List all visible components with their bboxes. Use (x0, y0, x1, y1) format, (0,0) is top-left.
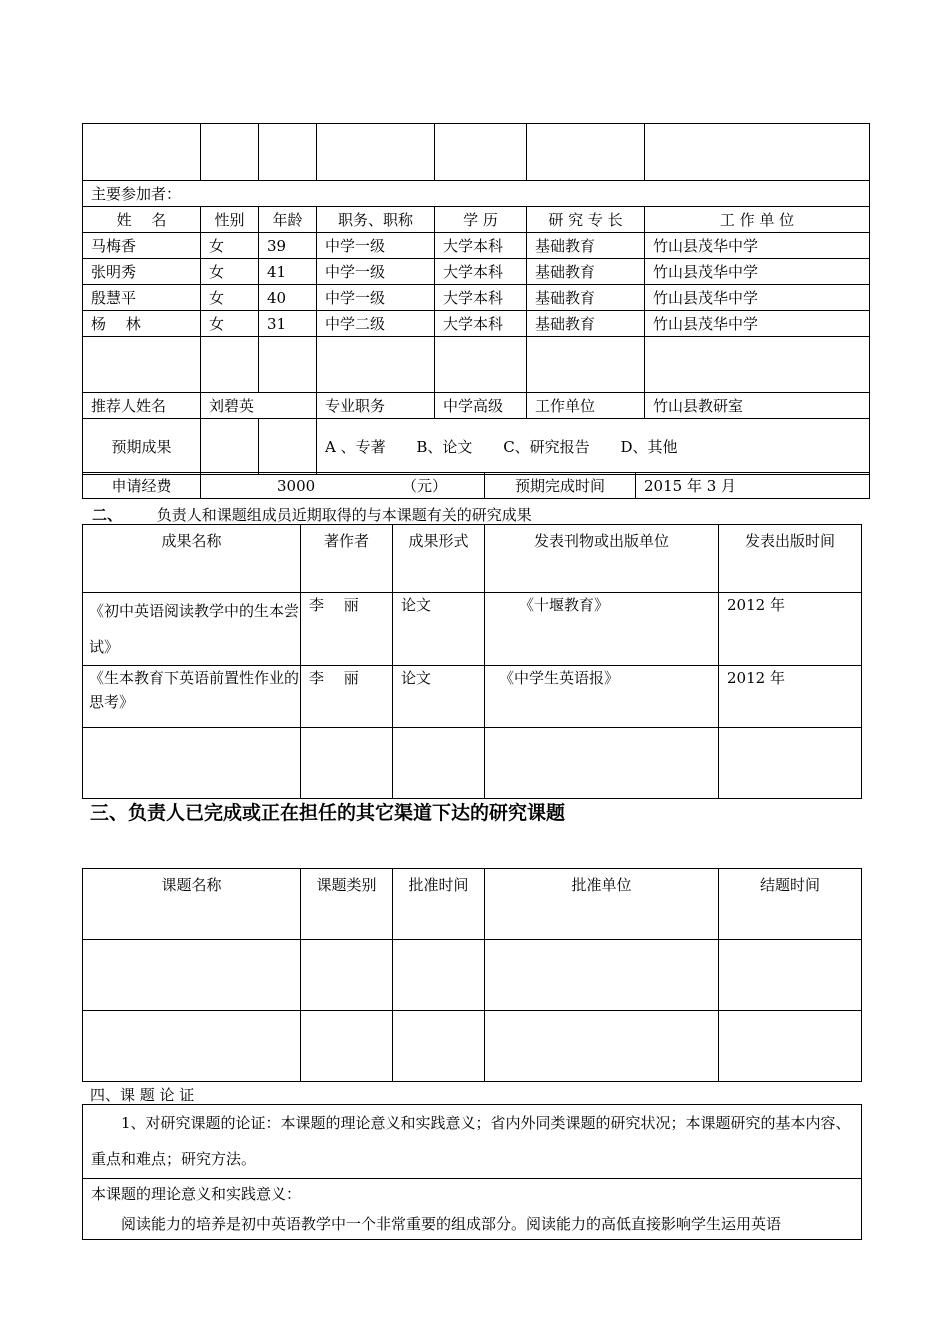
member-row (83, 285, 870, 311)
professional-title-value: 中学高级 (435, 393, 527, 419)
section2-title: 负责人和课题组成员近期取得的与本课题有关的研究成果 (156, 506, 532, 524)
option-research-report: C、研究报告 (503, 437, 590, 456)
recommender-label: 推荐人姓名 (83, 393, 201, 419)
member-name: 殷慧平 (83, 285, 201, 311)
member-unit: 竹山县茂华中学 (645, 233, 870, 259)
member-age: 31 (259, 311, 317, 337)
achievement-row (83, 666, 862, 728)
section2-number: 二、 (92, 506, 123, 524)
completion-value: 2015 年 3 月 (636, 473, 870, 499)
recommender-row (83, 393, 870, 419)
project-empty-row (83, 1011, 862, 1082)
project-empty-row (83, 940, 862, 1011)
header-age: 年龄 (259, 207, 317, 233)
argument-table (82, 1104, 862, 1240)
main-participants-label: 主要参加者： (83, 181, 870, 207)
achievement-row (83, 593, 862, 666)
header-result-form: 成果形式 (393, 525, 485, 593)
member-title: 中学一级 (317, 233, 435, 259)
argument-subheading: 本课题的理论意义和实践意义： (91, 1185, 302, 1203)
completion-label: 预期完成时间 (485, 473, 636, 499)
member-unit: 竹山县茂华中学 (645, 259, 870, 285)
empty-member-row (83, 337, 870, 393)
member-unit: 竹山县茂华中学 (645, 311, 870, 337)
argument-body (83, 1179, 862, 1240)
header-project-category: 课题类别 (301, 869, 393, 940)
argument-intro: 1、对研究课题的论证：本课题的理论意义和实践意义；省内外同类课题的研究状况；本课题研究的基本内容、重点和难点；研究方法。 (83, 1105, 862, 1179)
funding-table (82, 472, 870, 499)
member-age: 39 (259, 233, 317, 259)
achievements-header-row (83, 525, 862, 593)
result-time: 2012 年 (719, 593, 862, 666)
header-title: 职务、职称 (317, 207, 435, 233)
empty-row (83, 124, 870, 181)
member-gender: 女 (201, 285, 259, 311)
member-education: 大学本科 (435, 285, 527, 311)
member-title: 中学一级 (317, 259, 435, 285)
member-gender: 女 (201, 311, 259, 337)
member-name: 张明秀 (83, 259, 201, 285)
header-gender: 性别 (201, 207, 259, 233)
result-form: 论文 (393, 593, 485, 666)
result-form: 论文 (393, 666, 485, 728)
section4-title: 四、课 题 论 证 (90, 1086, 195, 1104)
achievement-empty-row (83, 728, 862, 799)
header-result-name: 成果名称 (83, 525, 301, 593)
member-specialty: 基础教育 (527, 233, 645, 259)
result-publisher: 《中学生英语报》 (485, 666, 719, 728)
header-publish-time: 发表出版时间 (719, 525, 862, 593)
member-unit: 竹山县茂华中学 (645, 285, 870, 311)
result-author: 李 丽 (301, 666, 393, 728)
section3-title: 三、负责人已完成或正在担任的其它渠道下达的研究课题 (90, 802, 566, 824)
argument-paragraph: 阅读能力的培养是初中英语教学中一个非常重要的组成部分。阅读能力的高低直接影响学生运用英语 (121, 1215, 782, 1233)
funding-unit: （元） (401, 476, 447, 495)
expected-results-row (83, 419, 870, 475)
member-name: 杨 林 (83, 311, 201, 337)
header-author: 著作者 (301, 525, 393, 593)
header-approval-time: 批准时间 (393, 869, 485, 940)
members-table (82, 123, 870, 475)
members-header-row (83, 207, 870, 233)
member-specialty: 基础教育 (527, 285, 645, 311)
header-completion-time: 结题时间 (719, 869, 862, 940)
funding-value (201, 473, 485, 499)
projects-table (82, 868, 862, 1082)
member-name: 马梅香 (83, 233, 201, 259)
member-row (83, 311, 870, 337)
section2-heading (92, 504, 532, 525)
member-row (83, 259, 870, 285)
member-gender: 女 (201, 233, 259, 259)
header-project-name: 课题名称 (83, 869, 301, 940)
member-specialty: 基础教育 (527, 311, 645, 337)
member-title: 中学一级 (317, 285, 435, 311)
header-education: 学 历 (435, 207, 527, 233)
member-row (83, 233, 870, 259)
member-education: 大学本科 (435, 233, 527, 259)
member-specialty: 基础教育 (527, 259, 645, 285)
member-education: 大学本科 (435, 259, 527, 285)
member-age: 41 (259, 259, 317, 285)
member-title: 中学二级 (317, 311, 435, 337)
header-specialty: 研 究 专 长 (527, 207, 645, 233)
professional-title-label: 专业职务 (317, 393, 435, 419)
result-time: 2012 年 (719, 666, 862, 728)
header-name: 姓 名 (83, 207, 201, 233)
recommender-name: 刘碧英 (201, 393, 317, 419)
member-age: 40 (259, 285, 317, 311)
option-paper: B、论文 (416, 437, 473, 456)
funding-amount: 3000 (277, 476, 316, 495)
option-monograph: A 、专著 (325, 437, 386, 456)
header-approval-unit: 批准单位 (485, 869, 719, 940)
result-publisher: 《十堰教育》 (485, 593, 719, 666)
expected-results-options (317, 419, 870, 475)
expected-results-label: 预期成果 (83, 419, 201, 475)
achievements-table (82, 524, 862, 799)
work-unit-label: 工作单位 (527, 393, 645, 419)
result-name: 《生本教育下英语前置性作业的思考》 (83, 666, 301, 728)
member-education: 大学本科 (435, 311, 527, 337)
member-gender: 女 (201, 259, 259, 285)
work-unit-value: 竹山县教研室 (645, 393, 870, 419)
result-author: 李 丽 (301, 593, 393, 666)
option-other: D、其他 (620, 437, 678, 456)
header-work-unit: 工 作 单 位 (645, 207, 870, 233)
header-publisher: 发表刊物或出版单位 (485, 525, 719, 593)
result-name: 《初中英语阅读教学中的生本尝试》 (83, 593, 301, 666)
funding-label: 申请经费 (83, 473, 201, 499)
projects-header-row (83, 869, 862, 940)
